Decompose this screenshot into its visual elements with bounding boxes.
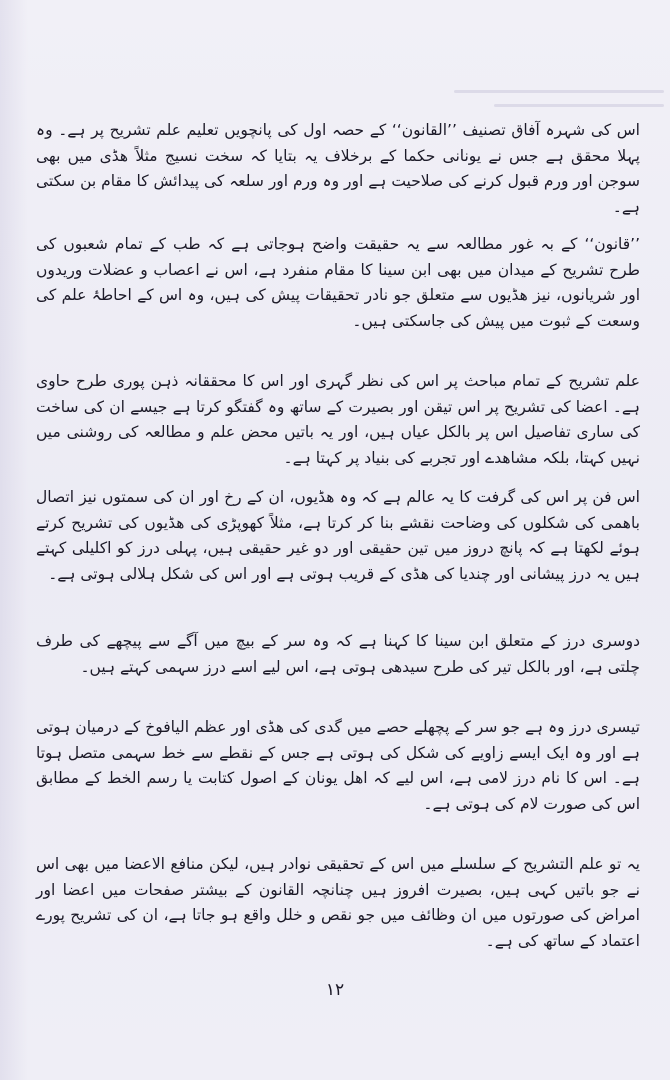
paragraph-6: تیسری درز وہ ہے جو سر کے پچھلے حصے میں گدی کی ھڈی اور عظم الیافوخ کے درمیان ہوتی ہے اور وہ ایک ایسے زاویے کی شکل کی ہوتی ہے جس کے نقطے سے خط سہمی متصل ہوتا ہے۔ اس کا نام درز لامی ہے، اس لیے کہ اھل یونان کے اصول کتابت یا رسم الخط کے مطابق اس کی صورت لام کی ہوتی ہے۔ [36,718,640,813]
paragraph-3: علم تشریح کے تمام مباحث پر اس کی نظر گہری اور اس کا محققانہ ذہن پوری طرح حاوی ہے۔ اعضا کی تشریح پر اس تیقن اور بصیرت کے ساتھ وہ گفتگو کرتا ہے جیسے ان کی ساخت کی ساری تفاصیل اس پر بالکل عیاں ہیں، اور یہ باتیں محض علم و مطالعہ کی روشنی میں نہیں کہتا، بلکہ مشاھدے اور تجربے کی بنیاد پر کہتا ہے۔ [36,372,640,467]
paragraph-7: یہ تو علم التشریح کے سلسلے میں اس کے تحقیقی نوادر ہیں، لیکن منافع الاعضا میں بھی اس نے جو باتیں کہی ہیں، بصیرت افروز ہیں چنانچہ القانون کے بیشتر صفحات میں اعضا اور امراض کی صورتوں میں ان وظائف میں جو نقص و خلل واقع ہو جاتا ہے، ان کی تشریح پورے اعتماد کے ساتھ کی ہے۔ [36,855,640,950]
paragraph-2: ’’قانون‘‘ کے بہ غور مطالعہ سے یہ حقیقت واضح ہوجاتی ہے کہ طب کے تمام شعبوں کی طرح تشریح کے میدان میں بھی ابن سینا کا مقام منفرد ہے، اس نے اعصاب و عضلات وریدوں اور شریانوں، نیز ھڈیوں سے متعلق جو نادر تحقیقات پیش کی ہیں، وہ اس کے احاطۂ علم کی وسعت کے ثبوت میں پیش کی جاسکتی ہیں۔ [36,235,640,330]
bleed-through-mark [454,90,664,93]
page-number: ۱۲ [325,980,345,1000]
bleed-through-mark [494,104,664,107]
paragraph-1: اس کی شہرہ آفاق تصنیف ’’القانون‘‘ کے حصہ اول کی پانچویں تعلیم علم تشریح پر ہے۔ وہ پہلا محقق ہے جس نے یونانی حکما کے برخلاف یہ بتایا کہ سخت نسیج مثلاً ھڈی میں بھی سوجن اور ورم قبول کرنے کی صلاحیت ہے اور وہ ورم اور سلعہ کی پیدائش کا مقام بن سکتی ہے۔ [36,121,640,216]
paragraph-4: اس فن پر اس کی گرفت کا یہ عالم ہے کہ وہ ھڈیوں، ان کے رخ اور ان کی سمتوں نیز اتصال باھمی کی شکلوں کی وضاحت نقشے بنا کر کرتا ہے، مثلاً کھوپڑی کی ھڈیوں کی تشریح کرتے ہوئے لکھتا ہے کہ پانچ دروز میں تین حقیقی اور دو غیر حقیقی ہیں، پہلی درز کو اکلیلی کہتے ہیں یہ درز پیشانی اور چندیا کی ھڈی کے قریب ہوتی ہے اور اس کی شکل ہلالی ہوتی ہے۔ [36,488,640,583]
paragraph-5: دوسری درز کے متعلق ابن سینا کا کہنا ہے کہ وہ سر کے بیچ میں آگے سے پیچھے کی طرف چلتی ہے، اور بالکل تیر کی طرح سیدھی ہوتی ہے، اس لیے اسے درز سہمی کہتے ہیں۔ [36,632,640,676]
